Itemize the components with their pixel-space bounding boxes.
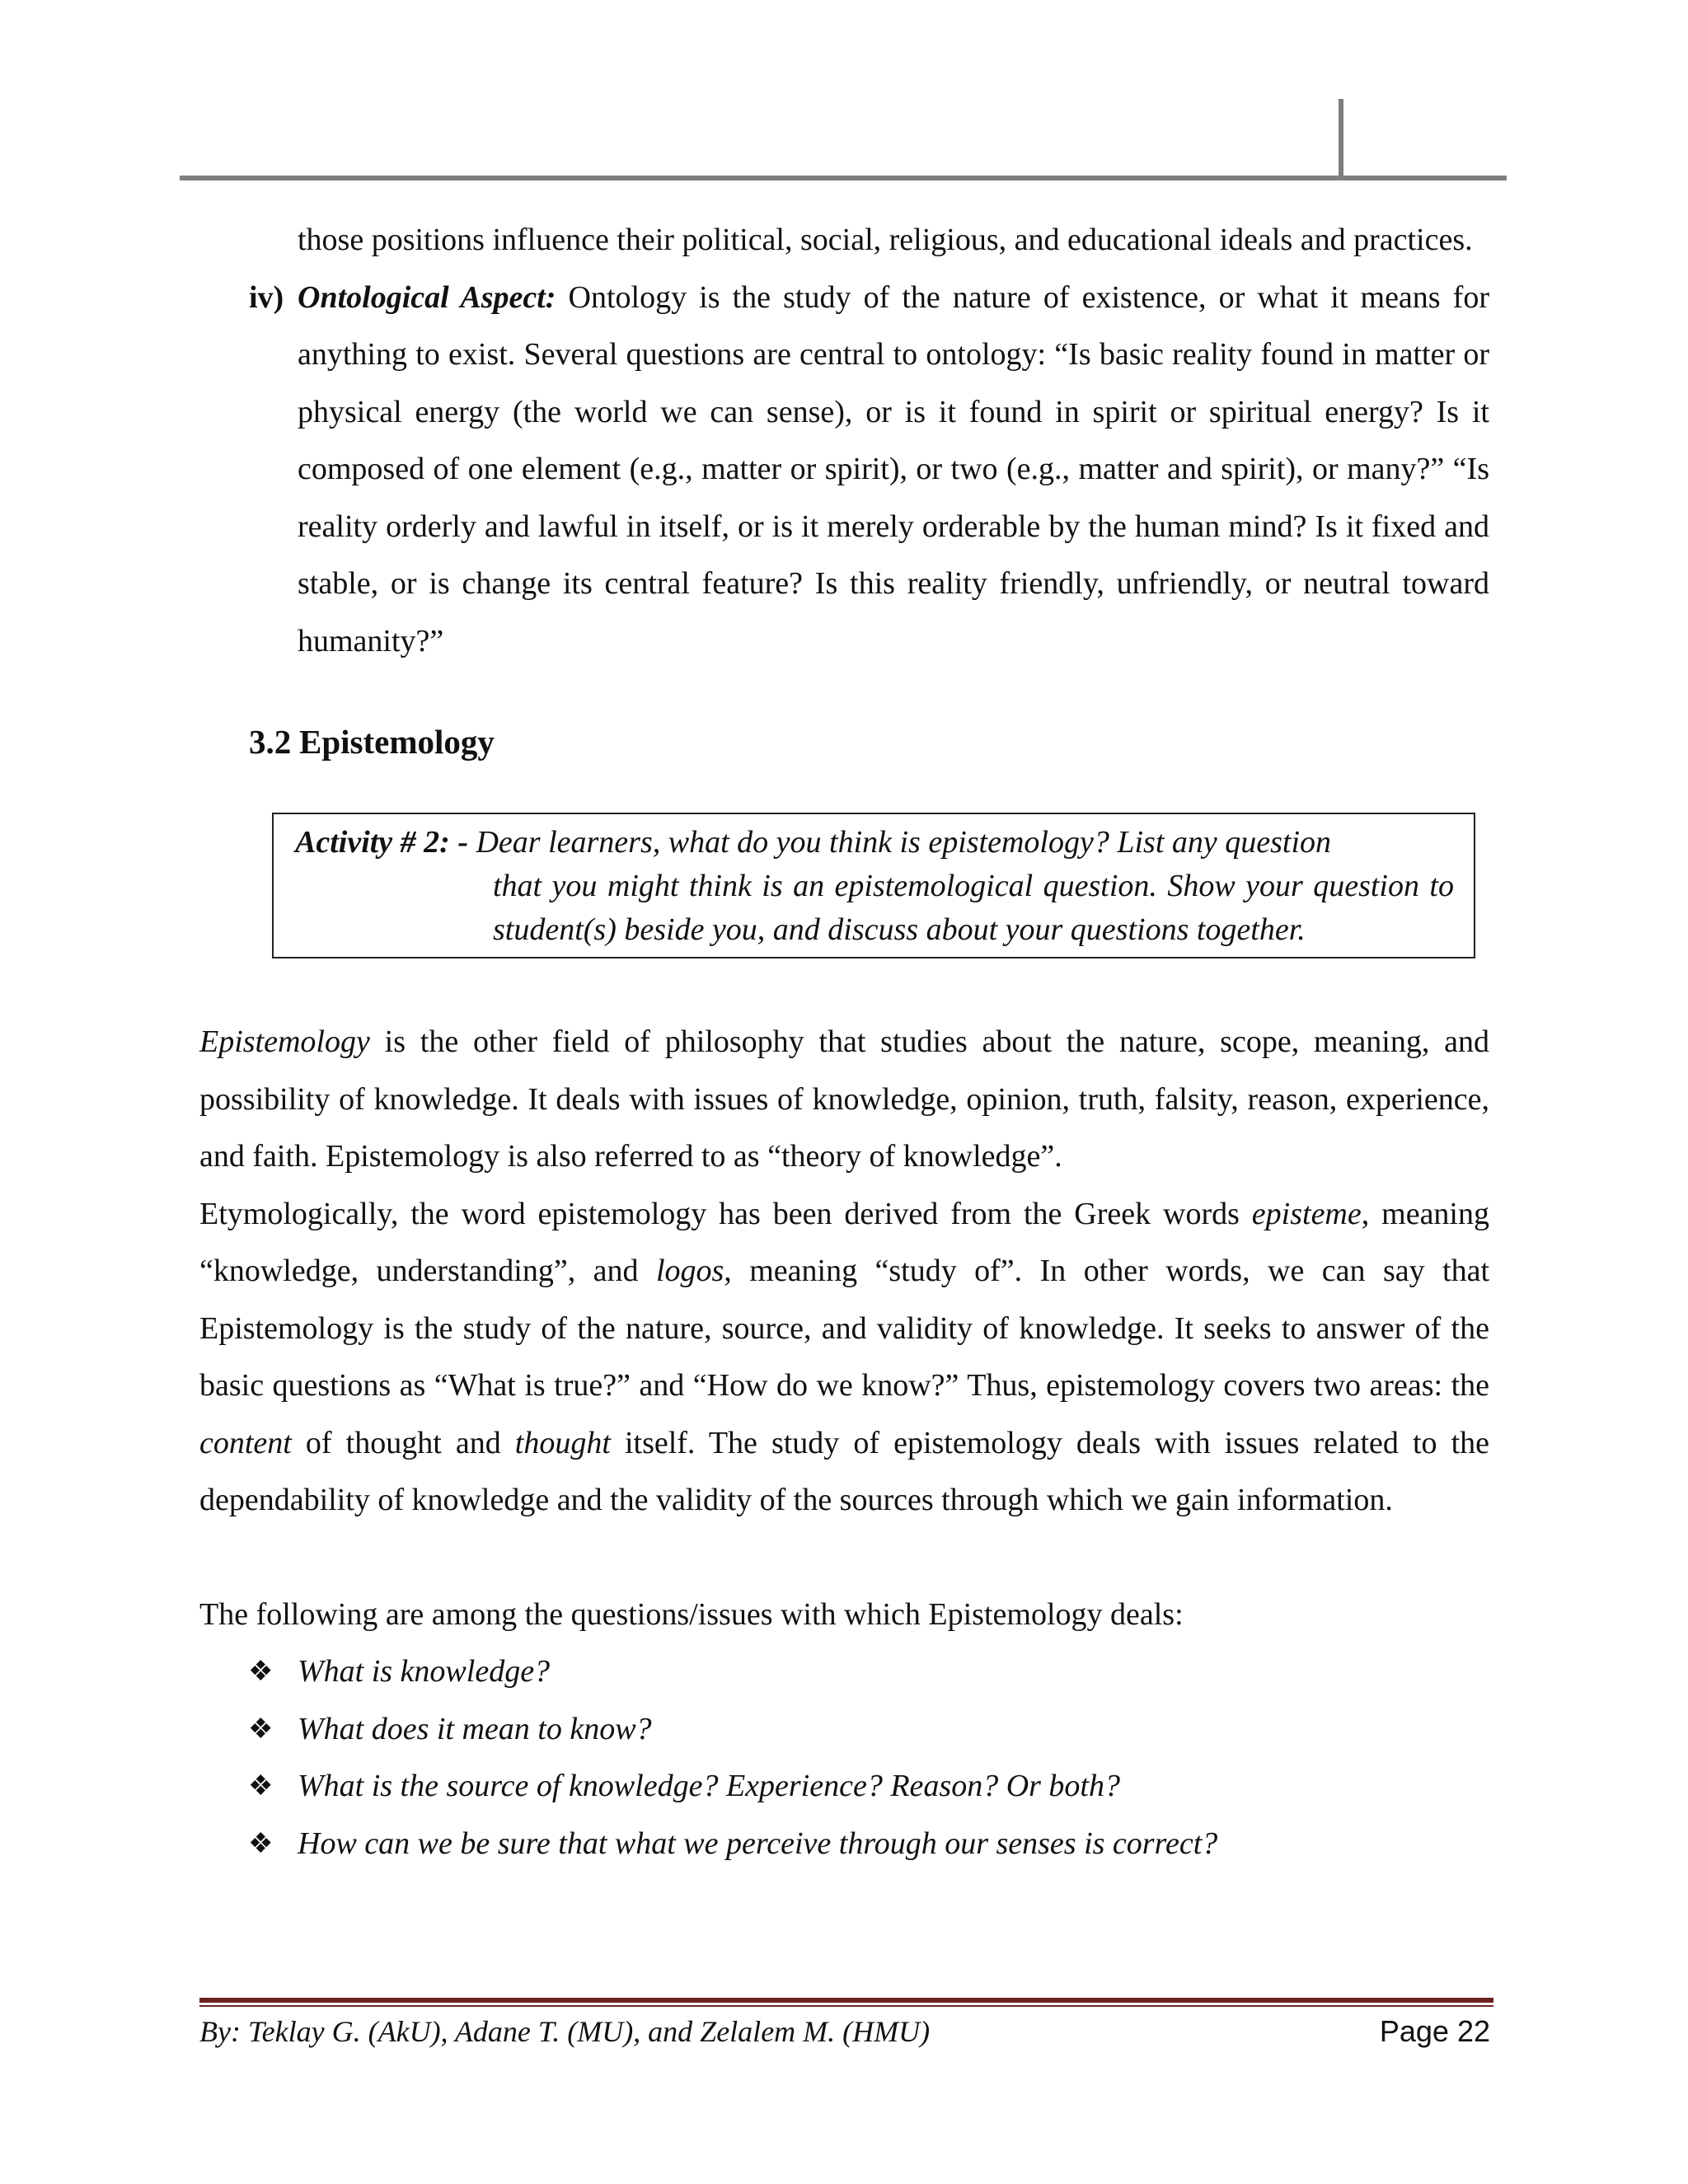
question-text: What does it mean to know? bbox=[298, 1711, 652, 1746]
section-heading bbox=[249, 711, 1489, 773]
diamond-bullet-icon: ❖ bbox=[248, 1771, 274, 1802]
diamond-bullet-icon: ❖ bbox=[248, 1657, 274, 1687]
section-title: Epistemology bbox=[299, 723, 495, 761]
term-epistemology: Epistemology bbox=[199, 1024, 370, 1059]
etymology-text-4: of thought and bbox=[291, 1425, 515, 1460]
etymology-text-1: Etymologically, the word epistemology has been derived from the Greek words bbox=[199, 1196, 1252, 1231]
question-text: How can we be sure that what we perceive through our senses is correct? bbox=[298, 1825, 1218, 1861]
footer-rule-thin bbox=[199, 2005, 1493, 2007]
header-tick-rule bbox=[1339, 99, 1343, 178]
questions-intro: The following are among the questions/issues with which Epistemology deals: bbox=[199, 1596, 1184, 1632]
list-item bbox=[199, 1701, 1489, 1759]
activity-line1: Dear learners, what do you think is epistemology? List any question bbox=[467, 825, 1332, 860]
item-number: iv) bbox=[249, 279, 284, 315]
list-item bbox=[199, 1643, 1489, 1701]
etymology-text-2: , meaning “knowledge, understanding”, and bbox=[199, 1196, 1489, 1288]
footer-authors: By: Teklay G. (AkU), Adane T. (MU), and Zelalem M. (HMU) bbox=[199, 2015, 931, 2048]
term-thought: thought bbox=[514, 1425, 611, 1460]
diamond-bullet-icon: ❖ bbox=[248, 1828, 274, 1859]
page-number: Page 22 bbox=[1379, 2014, 1490, 2048]
activity-label: Activity # 2: - bbox=[295, 825, 468, 860]
questions-list bbox=[199, 1643, 1489, 1872]
term-content: content bbox=[199, 1425, 292, 1460]
term-logos: logos bbox=[655, 1254, 724, 1288]
activity-box bbox=[272, 813, 1475, 958]
footer-rule bbox=[199, 1998, 1493, 2003]
ontology-item bbox=[199, 269, 1489, 671]
activity-first-line bbox=[295, 821, 1454, 865]
list-item bbox=[199, 1758, 1489, 1816]
list-item bbox=[199, 1816, 1489, 1873]
spacer bbox=[199, 958, 1489, 1014]
spacer bbox=[199, 1530, 1489, 1586]
etymology-text-5: itself. The study of epistemology deals with issues related to the dependability of knowledge and the validity of the sources through which we gain information. bbox=[199, 1425, 1489, 1517]
term-episteme: episteme bbox=[1251, 1196, 1362, 1231]
etymology-text-3: , meaning “study of”. In other words, we can say that Epistemology is the study of the nature, source, and validity of knowledge. It seeks to answer of the basic questions as “What is true?” and “How do we know?” Thus, epistemology covers two areas: the bbox=[199, 1254, 1490, 1403]
section-number: 3.2 bbox=[249, 723, 292, 761]
question-text: What is the source of knowledge? Experience? Reason? Or both? bbox=[298, 1769, 1120, 1803]
header-rule bbox=[180, 176, 1507, 180]
etymology-paragraph bbox=[199, 1186, 1489, 1530]
activity-continuation: that you might think is an epistemological question. Show your question to student(s) beside you, and discuss about your questions together. bbox=[493, 869, 1454, 947]
page-content bbox=[199, 212, 1489, 1872]
question-text: What is knowledge? bbox=[298, 1654, 551, 1689]
diamond-bullet-icon: ❖ bbox=[248, 1713, 274, 1745]
epistemology-definition-paragraph bbox=[199, 1014, 1489, 1186]
definition-text: is the other field of philosophy that studies about the nature, scope, meaning, and possibility of knowledge. It deals with issues of knowledge, opinion, truth, falsity, reason, experience, and faith. Epistemology is also referred to as “theory of knowledge”. bbox=[199, 1024, 1489, 1174]
continuation-paragraph: those positions influence their political, social, religious, and educational ideals and practices. bbox=[298, 223, 1473, 257]
ontology-text: Ontology is the study of the nature of existence, or what it means for anything to exist. Several questions are central to ontology: “Is basic reality found in matter or physical energy (the world we can sense), or is it found in spirit or spiritual energy? Is it composed of one element (e.g., matter or spirit), or two (e.g., matter and spirit), or many?” “Is reality orderly and lawful in itself, or is it merely orderable by the human mind? Is it fixed and stable, or is change its central feature? Is this reality friendly, unfriendly, or neutral toward humanity?” bbox=[298, 279, 1489, 658]
ontology-title: Ontological Aspect: bbox=[298, 279, 556, 315]
